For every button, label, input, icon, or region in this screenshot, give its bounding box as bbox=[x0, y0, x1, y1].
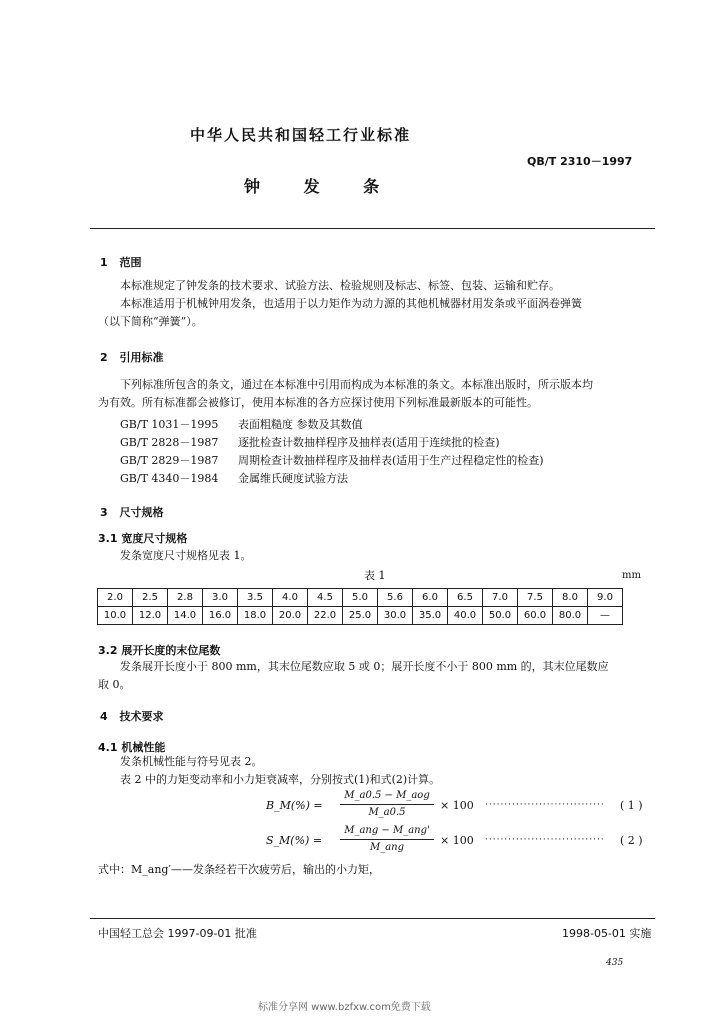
table-cell: 2.0 bbox=[98, 589, 133, 607]
table-cell: 2.5 bbox=[133, 589, 168, 607]
table-row bbox=[98, 589, 623, 607]
section-1-paragraph-2-line-2: （以下简称“弹簧”）。 bbox=[98, 315, 203, 328]
equation-2-fraction-bar bbox=[340, 839, 434, 840]
section-1-paragraph-2-line-1: 本标准适用于机械钟用发条，也适用于以力矩作为动力源的其他机械器材用发条或平面涡卷弹簧 bbox=[120, 297, 582, 310]
ref-title: 逐批检查计数抽样程序及抽样表(适用于连续批的检查) bbox=[238, 436, 500, 449]
table-cell: 6.5 bbox=[448, 589, 483, 607]
section-3-2-heading: 3.2 展开长度的末位尾数 bbox=[98, 644, 221, 657]
section-4-1-heading: 4.1 机械性能 bbox=[98, 741, 166, 754]
table-cell: 2.8 bbox=[168, 589, 203, 607]
table-cell: 4.0 bbox=[273, 589, 308, 607]
section-3-1-text: 发条宽度尺寸规格见表 1。 bbox=[120, 549, 252, 562]
table-cell: 25.0 bbox=[343, 607, 378, 625]
equation-2-lhs: S_M(%) = bbox=[266, 834, 323, 847]
table-cell: 3.0 bbox=[203, 589, 238, 607]
section-2-heading: 2 引用标准 bbox=[100, 351, 164, 364]
table-cell: 20.0 bbox=[273, 607, 308, 625]
section-4-1-text-1: 发条机械性能与符号见表 2。 bbox=[120, 755, 263, 768]
table-cell: 4.5 bbox=[308, 589, 343, 607]
equation-1-numerator: M_a0.5 − M_aog bbox=[344, 790, 430, 801]
table-cell: 3.5 bbox=[238, 589, 273, 607]
section-2-paragraph-line-2: 为有效。所有标准都会被修订，使用本标准的各方应探讨使用下列标准最新版本的可能性。 bbox=[98, 396, 538, 409]
equation-2-numerator: M_ang − M_ang' bbox=[344, 825, 430, 836]
table-row bbox=[98, 607, 623, 625]
section-2-paragraph-line-1: 下列标准所包含的条文，通过在本标准中引用而构成为本标准的条文。本标准出版时，所示版本均 bbox=[120, 378, 593, 391]
table-cell: 50.0 bbox=[483, 607, 518, 625]
equation-2-denominator: M_ang bbox=[369, 842, 405, 853]
section-4-heading: 4 技术要求 bbox=[100, 710, 164, 723]
ref-title: 金属维氏硬度试验方法 bbox=[238, 472, 348, 485]
ref-code: GB/T 2828－1987 bbox=[120, 436, 219, 449]
equation-1-leader: ······························· bbox=[485, 800, 605, 810]
document-title: 钟 发 条 bbox=[244, 177, 380, 196]
watermark-text: 标准分享网 www.bzfxw.com免费下载 bbox=[258, 1002, 431, 1013]
page-number: 435 bbox=[606, 958, 624, 968]
header-rule bbox=[90, 228, 655, 229]
table-cell: 6.0 bbox=[413, 589, 448, 607]
table-1-unit: mm bbox=[622, 570, 641, 581]
section-1-heading: 1 范围 bbox=[100, 256, 142, 269]
where-clause: 式中：M_ang′——发条经若干次疲劳后，输出的小力矩， bbox=[98, 863, 380, 876]
table-cell: 35.0 bbox=[413, 607, 448, 625]
equation-2-tail: × 100 bbox=[440, 834, 474, 847]
table-cell: 40.0 bbox=[448, 607, 483, 625]
table-cell: 30.0 bbox=[378, 607, 413, 625]
section-3-heading: 3 尺寸规格 bbox=[100, 506, 164, 519]
ref-code: GB/T 1031－1995 bbox=[120, 418, 219, 431]
equation-1-denominator: M_a0.5 bbox=[368, 807, 406, 818]
table-cell: — bbox=[588, 607, 623, 625]
approval-line: 中国轻工总会 1997-09-01 批准 bbox=[98, 927, 257, 940]
ref-code: GB/T 2829－1987 bbox=[120, 454, 219, 467]
section-3-2-text-line-1: 发条展开长度小于 800 mm，其末位尾数应取 5 或 0；展开长度不小于 800 mm 的，其末位尾数应 bbox=[120, 660, 609, 673]
footer-rule bbox=[90, 918, 655, 919]
equation-1-tail: × 100 bbox=[440, 799, 474, 812]
table-cell: 9.0 bbox=[588, 589, 623, 607]
equation-1-number: ( 1 ) bbox=[620, 799, 643, 812]
section-4-1-text-2: 表 2 中的力矩变动率和小力矩衰减率，分别按式(1)和式(2)计算。 bbox=[120, 773, 441, 786]
equation-2-leader: ······························· bbox=[485, 835, 605, 845]
table-cell: 5.0 bbox=[343, 589, 378, 607]
section-3-1-heading: 3.1 宽度尺寸规格 bbox=[98, 532, 188, 545]
table-cell: 14.0 bbox=[168, 607, 203, 625]
ref-title: 表面粗糙度 参数及其数值 bbox=[238, 418, 363, 431]
table-cell: 80.0 bbox=[553, 607, 588, 625]
table-1-caption: 表 1 bbox=[364, 569, 386, 582]
table-cell: 18.0 bbox=[238, 607, 273, 625]
table-cell: 10.0 bbox=[98, 607, 133, 625]
table-cell: 7.5 bbox=[518, 589, 553, 607]
effective-date: 1998-05-01 实施 bbox=[562, 927, 652, 940]
section-1-paragraph-1: 本标准规定了钟发条的技术要求、试验方法、检验规则及标志、标签、包装、运输和贮存。 bbox=[120, 279, 560, 292]
table-cell: 60.0 bbox=[518, 607, 553, 625]
table-cell: 8.0 bbox=[553, 589, 588, 607]
section-3-2-text-line-2: 取 0。 bbox=[98, 678, 131, 691]
equation-2-number: ( 2 ) bbox=[620, 834, 643, 847]
table-1 bbox=[97, 588, 623, 625]
table-cell: 16.0 bbox=[203, 607, 238, 625]
table-cell: 7.0 bbox=[483, 589, 518, 607]
org-title: 中华人民共和国轻工行业标准 bbox=[190, 126, 412, 144]
ref-title: 周期检查计数抽样程序及抽样表(适用于生产过程稳定性的检查) bbox=[238, 454, 544, 467]
ref-code: GB/T 4340－1984 bbox=[120, 472, 219, 485]
table-cell: 12.0 bbox=[133, 607, 168, 625]
equation-1-lhs: B_M(%) = bbox=[266, 799, 323, 812]
table-cell: 22.0 bbox=[308, 607, 343, 625]
equation-1-fraction-bar bbox=[340, 804, 434, 805]
table-cell: 5.6 bbox=[378, 589, 413, 607]
standard-code: QB/T 2310－1997 bbox=[527, 155, 633, 168]
